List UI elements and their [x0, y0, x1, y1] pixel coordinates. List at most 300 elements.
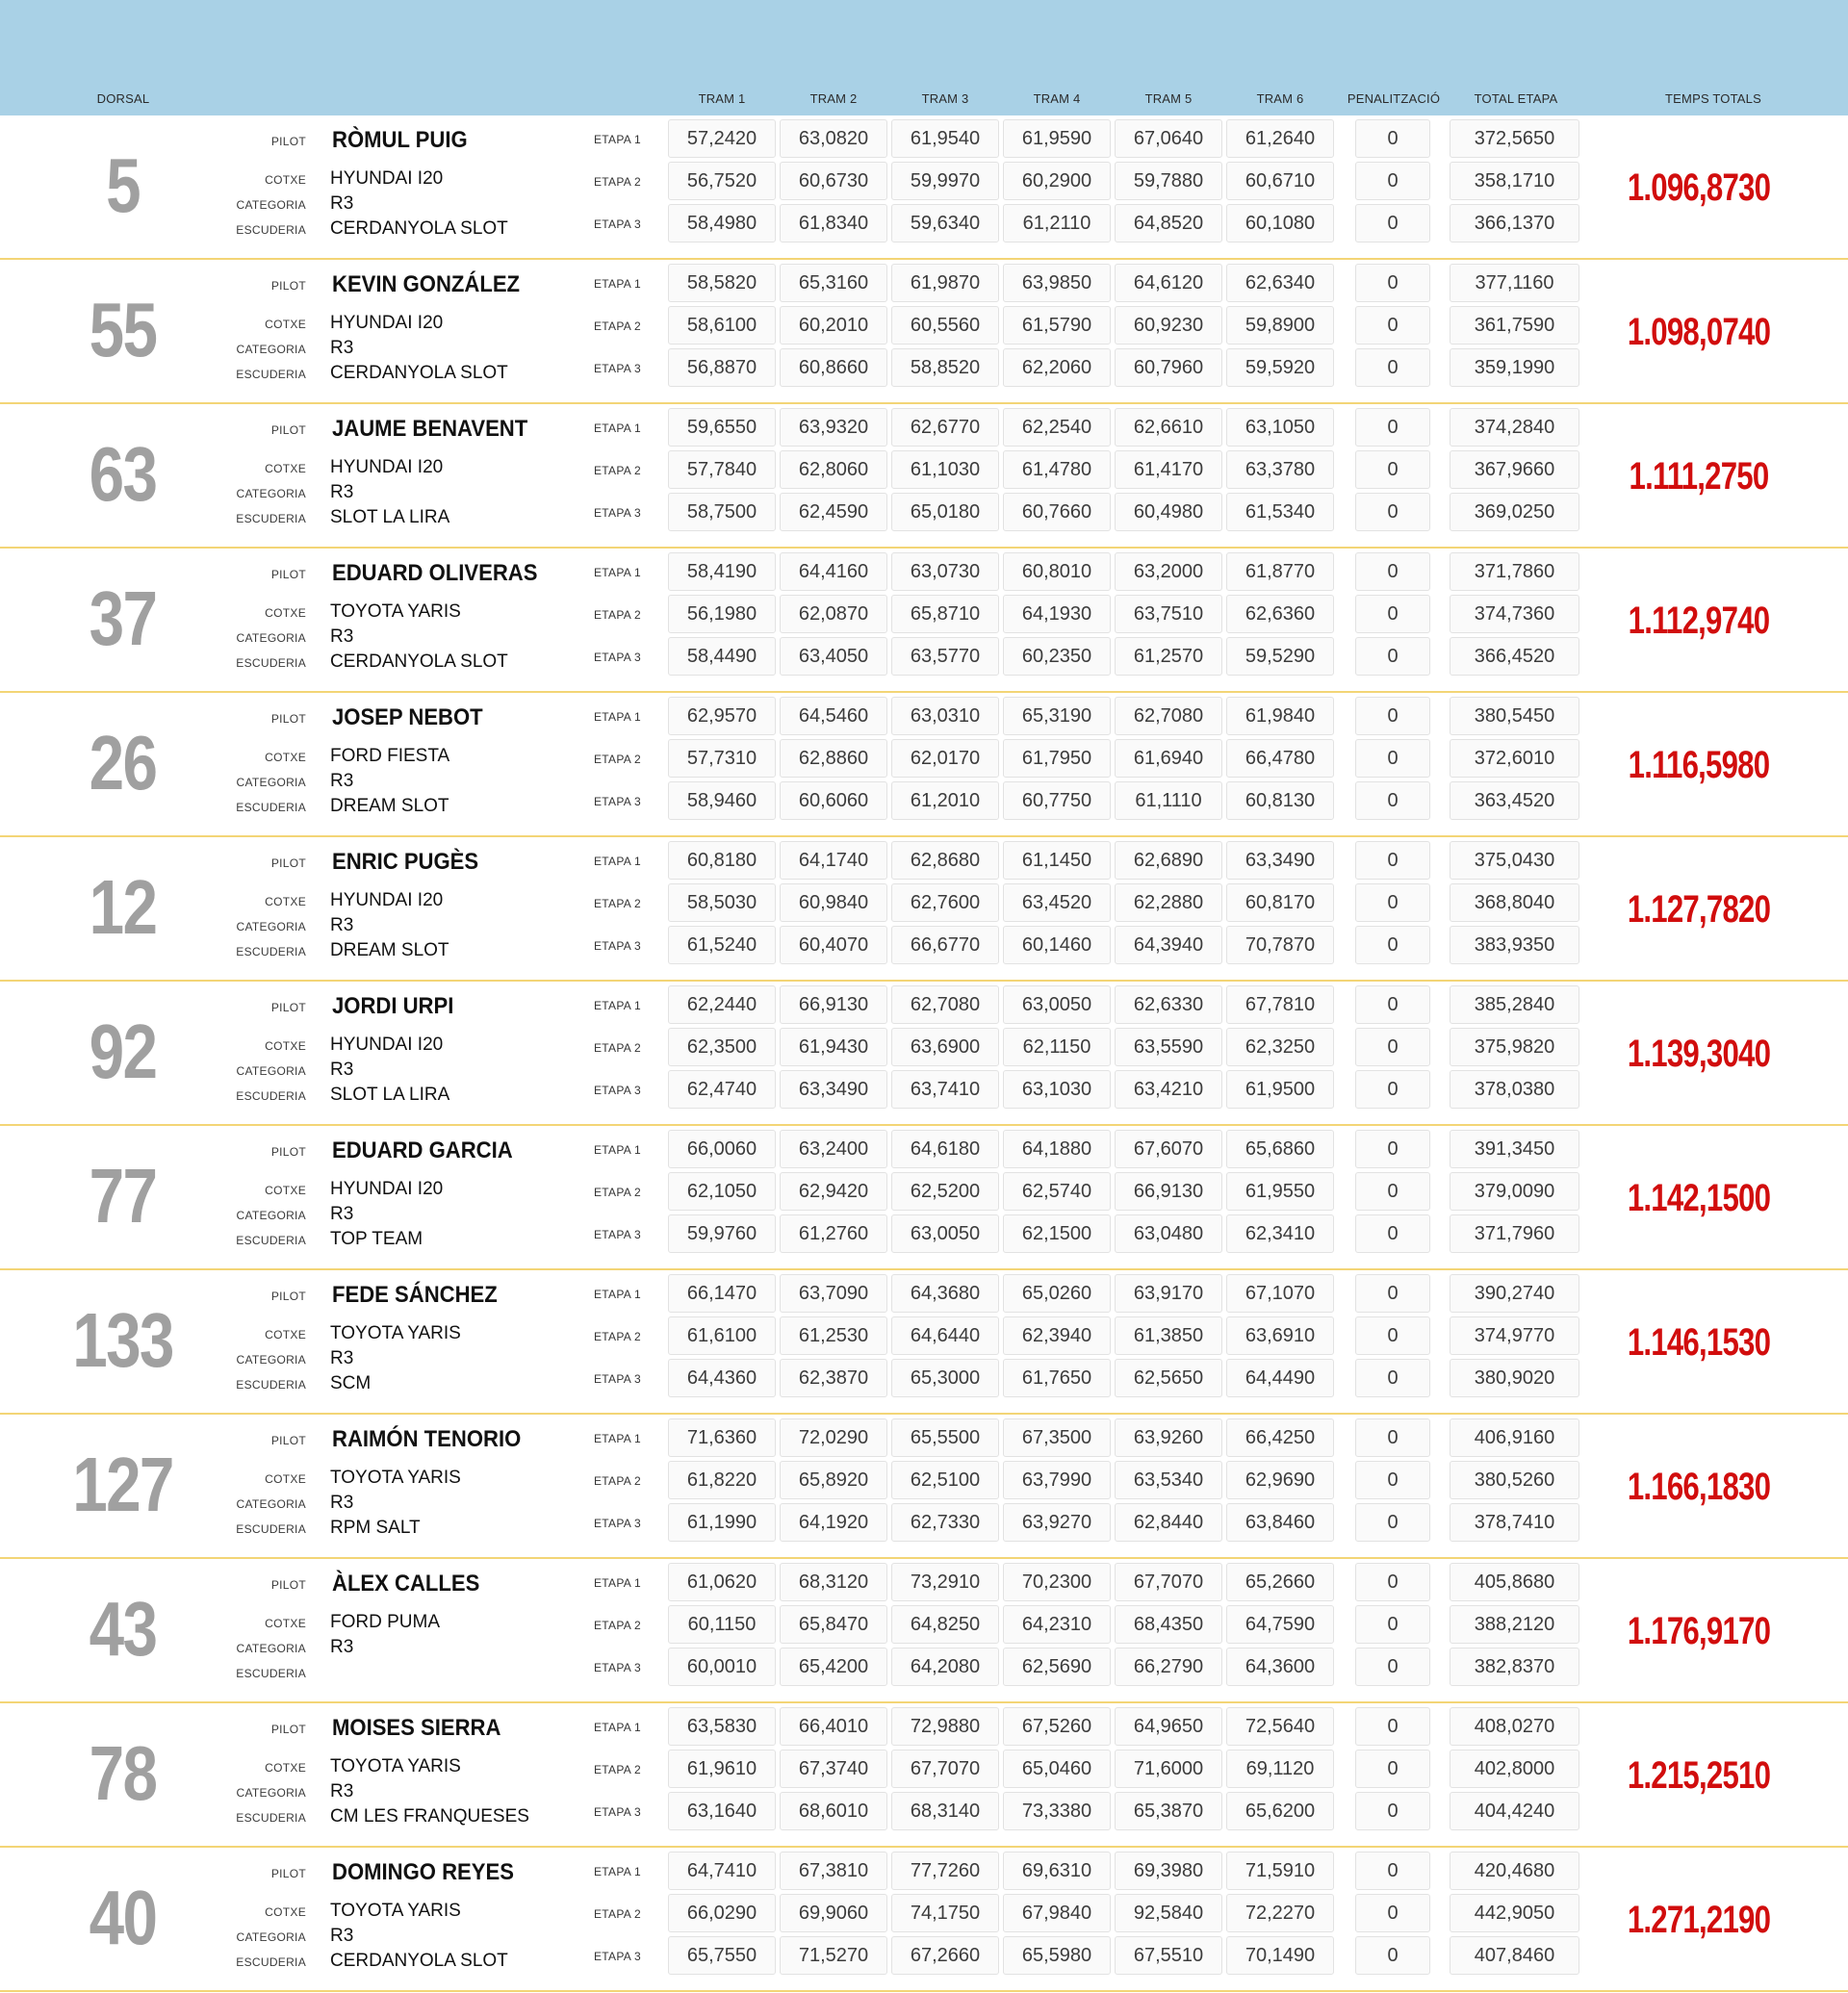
result-entry	[0, 1559, 1848, 1703]
stage-total-cell: 367,9660	[1450, 450, 1579, 489]
tram-time-cell: 60,9230	[1115, 306, 1222, 345]
tram-time-cell: 64,1920	[780, 1503, 887, 1542]
cotxe-label: COTXE	[265, 1905, 306, 1919]
escuderia-label: ESCUDERIA	[236, 801, 306, 814]
tram-time-cell: 64,7590	[1226, 1605, 1334, 1644]
tram-time-cell: 65,3000	[891, 1359, 999, 1397]
cotxe-label: COTXE	[265, 462, 306, 475]
tram-time-cell: 65,3870	[1115, 1792, 1222, 1830]
tram-time-cell: 64,6440	[891, 1316, 999, 1355]
tram-time-cell: 63,7410	[891, 1070, 999, 1109]
tram-time-cell: 66,0290	[668, 1894, 776, 1932]
etapa-label: ETAPA 1	[594, 422, 642, 435]
dorsal-number: 12	[89, 864, 157, 950]
tram-time-cell: 62,8440	[1115, 1503, 1222, 1542]
tram-time-cell: 62,6360	[1226, 595, 1334, 633]
tram-time-cell: 61,9870	[891, 264, 999, 302]
etapa-label: ETAPA 3	[594, 1950, 642, 1963]
tram-time-cell: 71,6360	[668, 1418, 776, 1457]
tram-time-cell: 65,8920	[780, 1461, 887, 1499]
tram-time-cell: 65,5980	[1003, 1936, 1111, 1975]
tram-time-cell: 60,5560	[891, 306, 999, 345]
tram-time-cell: 61,9840	[1226, 697, 1334, 735]
tram-time-cell: 64,3940	[1115, 926, 1222, 964]
etapa-label: ETAPA 2	[594, 1619, 642, 1632]
penalty-cell: 0	[1355, 1894, 1430, 1932]
tram-time-cell: 68,4350	[1115, 1605, 1222, 1644]
tram-time-cell: 63,0480	[1115, 1214, 1222, 1253]
result-entry	[0, 837, 1848, 982]
categoria-label: CATEGORIA	[236, 198, 306, 212]
etapa-label: ETAPA 1	[594, 133, 642, 146]
tram-time-cell: 67,3810	[780, 1852, 887, 1890]
penalty-cell: 0	[1355, 781, 1430, 820]
tram-time-cell: 64,4490	[1226, 1359, 1334, 1397]
pilot-label: PILOT	[270, 135, 306, 148]
result-entry	[0, 982, 1848, 1126]
categoria-value: R3	[330, 915, 354, 935]
tram-time-cell: 66,4010	[780, 1707, 887, 1746]
tram-time-cell: 61,8340	[780, 204, 887, 243]
stage-total-cell: 388,2120	[1450, 1605, 1579, 1644]
penalty-cell: 0	[1355, 264, 1430, 302]
categoria-value: R3	[330, 1637, 354, 1657]
escuderia-value: CM LES FRANQUESES	[330, 1806, 529, 1827]
cotxe-label: COTXE	[265, 1472, 306, 1486]
tram-time-cell: 67,5510	[1115, 1936, 1222, 1975]
tram-time-cell: 64,3600	[1226, 1648, 1334, 1686]
stage-total-cell: 391,3450	[1450, 1130, 1579, 1168]
header-tram-4: TRAM 4	[1033, 91, 1081, 106]
tram-time-cell: 60,1080	[1226, 204, 1334, 243]
penalty-cell: 0	[1355, 1792, 1430, 1830]
stage-total-cell: 372,5650	[1450, 119, 1579, 158]
tram-time-cell: 62,1050	[668, 1172, 776, 1211]
tram-time-cell: 68,3140	[891, 1792, 999, 1830]
tram-time-cell: 59,5290	[1226, 637, 1334, 676]
stage-total-cell: 359,1990	[1450, 348, 1579, 387]
stage-total-cell: 371,7860	[1450, 552, 1579, 591]
tram-time-cell: 56,7520	[668, 162, 776, 200]
dorsal-number: 26	[89, 720, 157, 805]
tram-time-cell: 62,5200	[891, 1172, 999, 1211]
escuderia-value: SLOT LA LIRA	[330, 507, 450, 527]
tram-time-cell: 60,8170	[1226, 883, 1334, 922]
stage-total-cell: 361,7590	[1450, 306, 1579, 345]
pilot-label: PILOT	[270, 1723, 306, 1736]
categoria-value: R3	[330, 1060, 354, 1080]
tram-time-cell: 62,3870	[780, 1359, 887, 1397]
etapa-label: ETAPA 2	[594, 1763, 642, 1776]
tram-time-cell: 58,4190	[668, 552, 776, 591]
header-tram-6: TRAM 6	[1256, 91, 1304, 106]
penalty-cell: 0	[1355, 408, 1430, 447]
tram-time-cell: 63,1050	[1226, 408, 1334, 447]
tram-time-cell: 62,6890	[1115, 841, 1222, 880]
categoria-value: R3	[330, 1493, 354, 1513]
tram-time-cell: 61,1110	[1115, 781, 1222, 820]
cotxe-value: FORD FIESTA	[330, 746, 450, 766]
tram-time-cell: 60,1150	[668, 1605, 776, 1644]
cotxe-label: COTXE	[265, 318, 306, 331]
stage-total-cell: 366,1370	[1450, 204, 1579, 243]
tram-time-cell: 60,8180	[668, 841, 776, 880]
categoria-label: CATEGORIA	[236, 631, 306, 645]
etapa-label: ETAPA 1	[594, 1576, 642, 1590]
tram-time-cell: 61,5240	[668, 926, 776, 964]
tram-time-cell: 70,1490	[1226, 1936, 1334, 1975]
stage-total-cell: 375,9820	[1450, 1028, 1579, 1066]
penalty-cell: 0	[1355, 1130, 1430, 1168]
tram-time-cell: 61,8770	[1226, 552, 1334, 591]
total-time: 1.116,5980	[1628, 744, 1770, 786]
tram-time-cell: 60,8010	[1003, 552, 1111, 591]
tram-time-cell: 61,2640	[1226, 119, 1334, 158]
tram-time-cell: 58,8520	[891, 348, 999, 387]
tram-time-cell: 63,3780	[1226, 450, 1334, 489]
cotxe-value: TOYOTA YARIS	[330, 1468, 461, 1488]
escuderia-label: ESCUDERIA	[236, 512, 306, 525]
tram-time-cell: 61,5340	[1226, 493, 1334, 531]
escuderia-value: RPM SALT	[330, 1518, 421, 1538]
etapa-label: ETAPA 3	[594, 1517, 642, 1530]
stage-total-cell: 375,0430	[1450, 841, 1579, 880]
tram-time-cell: 69,3980	[1115, 1852, 1222, 1890]
total-time: 1.142,1500	[1627, 1177, 1771, 1219]
penalty-cell: 0	[1355, 1605, 1430, 1644]
tram-time-cell: 61,0620	[668, 1563, 776, 1601]
escuderia-value: SLOT LA LIRA	[330, 1085, 450, 1105]
tram-time-cell: 62,7600	[891, 883, 999, 922]
tram-time-cell: 61,1990	[668, 1503, 776, 1542]
tram-time-cell: 65,5500	[891, 1418, 999, 1457]
escuderia-label: ESCUDERIA	[236, 1089, 306, 1103]
tram-time-cell: 68,3120	[780, 1563, 887, 1601]
tram-time-cell: 62,7330	[891, 1503, 999, 1542]
tram-time-cell: 61,2530	[780, 1316, 887, 1355]
pilot-name: JORDI URPI	[332, 993, 454, 1019]
cotxe-label: COTXE	[265, 751, 306, 764]
penalty-cell: 0	[1355, 883, 1430, 922]
tram-time-cell: 58,6100	[668, 306, 776, 345]
tram-time-cell: 67,7070	[891, 1750, 999, 1788]
result-entry	[0, 260, 1848, 404]
pilot-name: KEVIN GONZÁLEZ	[332, 271, 521, 297]
pilot-name: FEDE SÁNCHEZ	[332, 1282, 498, 1308]
tram-time-cell: 62,7080	[891, 985, 999, 1024]
tram-time-cell: 64,6120	[1115, 264, 1222, 302]
tram-time-cell: 63,9260	[1115, 1418, 1222, 1457]
tram-time-cell: 63,7990	[1003, 1461, 1111, 1499]
categoria-label: CATEGORIA	[236, 1209, 306, 1222]
tram-time-cell: 61,5790	[1003, 306, 1111, 345]
tram-time-cell: 62,2440	[668, 985, 776, 1024]
tram-time-cell: 62,4590	[780, 493, 887, 531]
stage-total-cell: 420,4680	[1450, 1852, 1579, 1890]
penalty-cell: 0	[1355, 841, 1430, 880]
tram-time-cell: 63,4210	[1115, 1070, 1222, 1109]
tram-time-cell: 59,8900	[1226, 306, 1334, 345]
tram-time-cell: 65,0460	[1003, 1750, 1111, 1788]
tram-time-cell: 66,9130	[1115, 1172, 1222, 1211]
etapa-label: ETAPA 1	[594, 1288, 642, 1301]
tram-time-cell: 58,4490	[668, 637, 776, 676]
tram-time-cell: 62,5740	[1003, 1172, 1111, 1211]
penalty-cell: 0	[1355, 1503, 1430, 1542]
tram-time-cell: 61,1450	[1003, 841, 1111, 880]
cotxe-label: COTXE	[265, 1328, 306, 1341]
etapa-label: ETAPA 1	[594, 1432, 642, 1445]
tram-time-cell: 63,0050	[891, 1214, 999, 1253]
dorsal-number: 133	[72, 1297, 173, 1383]
tram-time-cell: 73,3380	[1003, 1792, 1111, 1830]
escuderia-label: ESCUDERIA	[236, 368, 306, 381]
tram-time-cell: 67,7070	[1115, 1563, 1222, 1601]
cotxe-value: TOYOTA YARIS	[330, 1323, 461, 1343]
tram-time-cell: 62,3250	[1226, 1028, 1334, 1066]
tram-time-cell: 62,0870	[780, 595, 887, 633]
penalty-cell: 0	[1355, 1936, 1430, 1975]
categoria-label: CATEGORIA	[236, 1930, 306, 1944]
total-time: 1.098,0740	[1627, 311, 1771, 353]
tram-time-cell: 60,2350	[1003, 637, 1111, 676]
escuderia-value: DREAM SLOT	[330, 940, 449, 960]
tram-time-cell: 67,0640	[1115, 119, 1222, 158]
etapa-label: ETAPA 2	[594, 897, 642, 910]
tram-time-cell: 59,9760	[668, 1214, 776, 1253]
tram-time-cell: 56,1980	[668, 595, 776, 633]
stage-total-cell: 371,7960	[1450, 1214, 1579, 1253]
categoria-value: R3	[330, 1781, 354, 1801]
cotxe-value: HYUNDAI I20	[330, 313, 444, 333]
escuderia-value: CERDANYOLA SLOT	[330, 363, 508, 383]
stage-total-cell: 374,9770	[1450, 1316, 1579, 1355]
tram-time-cell: 63,6910	[1226, 1316, 1334, 1355]
tram-time-cell: 62,4740	[668, 1070, 776, 1109]
etapa-label: ETAPA 2	[594, 1474, 642, 1488]
categoria-label: CATEGORIA	[236, 1064, 306, 1078]
tram-time-cell: 65,0260	[1003, 1274, 1111, 1313]
categoria-label: CATEGORIA	[236, 920, 306, 933]
penalty-cell: 0	[1355, 985, 1430, 1024]
tram-time-cell: 60,4070	[780, 926, 887, 964]
categoria-label: CATEGORIA	[236, 1497, 306, 1511]
penalty-cell: 0	[1355, 1172, 1430, 1211]
header-tram-2: TRAM 2	[809, 91, 858, 106]
tram-time-cell: 58,4980	[668, 204, 776, 243]
tram-time-cell: 61,7950	[1003, 739, 1111, 778]
result-entry	[0, 115, 1848, 260]
stage-total-cell: 383,9350	[1450, 926, 1579, 964]
cotxe-value: HYUNDAI I20	[330, 1179, 444, 1199]
total-time: 1.139,3040	[1627, 1033, 1771, 1075]
cotxe-label: COTXE	[265, 1039, 306, 1053]
tram-time-cell: 71,6000	[1115, 1750, 1222, 1788]
tram-time-cell: 59,6550	[668, 408, 776, 447]
table-header	[0, 0, 1848, 115]
tram-time-cell: 68,6010	[780, 1792, 887, 1830]
stage-total-cell: 380,5450	[1450, 697, 1579, 735]
tram-time-cell: 64,5460	[780, 697, 887, 735]
categoria-value: R3	[330, 1926, 354, 1946]
tram-time-cell: 61,9550	[1226, 1172, 1334, 1211]
cotxe-label: COTXE	[265, 173, 306, 187]
tram-time-cell: 62,6340	[1226, 264, 1334, 302]
tram-time-cell: 62,0170	[891, 739, 999, 778]
tram-time-cell: 67,5260	[1003, 1707, 1111, 1746]
penalty-cell: 0	[1355, 552, 1430, 591]
tram-time-cell: 66,1470	[668, 1274, 776, 1313]
tram-time-cell: 56,8870	[668, 348, 776, 387]
tram-time-cell: 69,6310	[1003, 1852, 1111, 1890]
tram-time-cell: 58,9460	[668, 781, 776, 820]
etapa-label: ETAPA 2	[594, 175, 642, 189]
etapa-label: ETAPA 3	[594, 651, 642, 664]
etapa-label: ETAPA 2	[594, 608, 642, 622]
penalty-cell: 0	[1355, 1418, 1430, 1457]
cotxe-value: HYUNDAI I20	[330, 457, 444, 477]
tram-time-cell: 61,6100	[668, 1316, 776, 1355]
tram-time-cell: 77,7260	[891, 1852, 999, 1890]
escuderia-value: SCM	[330, 1373, 372, 1393]
tram-time-cell: 62,5650	[1115, 1359, 1222, 1397]
result-entry	[0, 1270, 1848, 1415]
stage-total-cell: 369,0250	[1450, 493, 1579, 531]
categoria-value: R3	[330, 338, 354, 358]
dorsal-number: 127	[72, 1442, 173, 1527]
tram-time-cell: 63,5340	[1115, 1461, 1222, 1499]
tram-time-cell: 62,8680	[891, 841, 999, 880]
cotxe-value: TOYOTA YARIS	[330, 1901, 461, 1921]
result-entry	[0, 1415, 1848, 1559]
etapa-label: ETAPA 1	[594, 710, 642, 724]
penalty-cell: 0	[1355, 1274, 1430, 1313]
penalty-cell: 0	[1355, 119, 1430, 158]
result-entry	[0, 1848, 1848, 1992]
penalty-cell: 0	[1355, 1563, 1430, 1601]
tram-time-cell: 63,9320	[780, 408, 887, 447]
tram-time-cell: 61,9430	[780, 1028, 887, 1066]
tram-time-cell: 61,9540	[891, 119, 999, 158]
stage-total-cell: 380,5260	[1450, 1461, 1579, 1499]
tram-time-cell: 65,4200	[780, 1648, 887, 1686]
tram-time-cell: 66,4780	[1226, 739, 1334, 778]
escuderia-value: CERDANYOLA SLOT	[330, 218, 508, 239]
tram-time-cell: 62,1150	[1003, 1028, 1111, 1066]
etapa-label: ETAPA 1	[594, 1865, 642, 1878]
dorsal-number: 78	[89, 1730, 157, 1816]
tram-time-cell: 60,2010	[780, 306, 887, 345]
etapa-label: ETAPA 2	[594, 319, 642, 333]
tram-time-cell: 62,3500	[668, 1028, 776, 1066]
header-total-etapa: TOTAL ETAPA	[1474, 91, 1558, 106]
stage-total-cell: 382,8370	[1450, 1648, 1579, 1686]
result-entry	[0, 693, 1848, 837]
penalty-cell: 0	[1355, 1028, 1430, 1066]
categoria-value: R3	[330, 1348, 354, 1368]
tram-time-cell: 64,7410	[668, 1852, 776, 1890]
tram-time-cell: 62,8060	[780, 450, 887, 489]
categoria-label: CATEGORIA	[236, 776, 306, 789]
cotxe-value: HYUNDAI I20	[330, 890, 444, 910]
pilot-label: PILOT	[270, 856, 306, 870]
pilot-name: RAIMÓN TENORIO	[332, 1426, 522, 1452]
tram-time-cell: 60,7750	[1003, 781, 1111, 820]
tram-time-cell: 57,7840	[668, 450, 776, 489]
tram-time-cell: 60,2900	[1003, 162, 1111, 200]
tram-time-cell: 58,7500	[668, 493, 776, 531]
tram-time-cell: 63,7510	[1115, 595, 1222, 633]
tram-time-cell: 60,6730	[780, 162, 887, 200]
penalty-cell: 0	[1355, 1461, 1430, 1499]
tram-time-cell: 60,7660	[1003, 493, 1111, 531]
tram-time-cell: 72,9880	[891, 1707, 999, 1746]
tram-time-cell: 62,2880	[1115, 883, 1222, 922]
tram-time-cell: 66,4250	[1226, 1418, 1334, 1457]
tram-time-cell: 63,9270	[1003, 1503, 1111, 1542]
stage-total-cell: 408,0270	[1450, 1707, 1579, 1746]
stage-total-cell: 368,8040	[1450, 883, 1579, 922]
stage-total-cell: 442,9050	[1450, 1894, 1579, 1932]
escuderia-value: DREAM SLOT	[330, 796, 449, 816]
total-time: 1.271,2190	[1627, 1899, 1771, 1941]
categoria-value: R3	[330, 626, 354, 647]
tram-time-cell: 61,2570	[1115, 637, 1222, 676]
tram-time-cell: 62,3410	[1226, 1214, 1334, 1253]
tram-time-cell: 63,7090	[780, 1274, 887, 1313]
header-dorsal: DORSAL	[96, 91, 150, 106]
tram-time-cell: 60,7960	[1115, 348, 1222, 387]
pilot-name: EDUARD GARCIA	[332, 1137, 513, 1163]
tram-time-cell: 61,6940	[1115, 739, 1222, 778]
pilot-label: PILOT	[270, 568, 306, 581]
tram-time-cell: 57,7310	[668, 739, 776, 778]
tram-time-cell: 62,7080	[1115, 697, 1222, 735]
escuderia-label: ESCUDERIA	[236, 1522, 306, 1536]
header-tram-1: TRAM 1	[698, 91, 746, 106]
total-time: 1.146,1530	[1627, 1321, 1771, 1364]
cotxe-label: COTXE	[265, 1184, 306, 1197]
tram-time-cell: 61,9590	[1003, 119, 1111, 158]
penalty-cell: 0	[1355, 1707, 1430, 1746]
tram-time-cell: 63,1030	[1003, 1070, 1111, 1109]
tram-time-cell: 70,7870	[1226, 926, 1334, 964]
stage-total-cell: 358,1710	[1450, 162, 1579, 200]
etapa-label: ETAPA 1	[594, 566, 642, 579]
stage-total-cell: 406,9160	[1450, 1418, 1579, 1457]
penalty-cell: 0	[1355, 348, 1430, 387]
tram-time-cell: 60,0010	[668, 1648, 776, 1686]
tram-time-cell: 60,6710	[1226, 162, 1334, 200]
tram-time-cell: 63,9170	[1115, 1274, 1222, 1313]
tram-time-cell: 61,1030	[891, 450, 999, 489]
etapa-label: ETAPA 3	[594, 362, 642, 375]
tram-time-cell: 65,8470	[780, 1605, 887, 1644]
dorsal-number: 63	[89, 431, 157, 517]
stage-total-cell: 380,9020	[1450, 1359, 1579, 1397]
tram-time-cell: 67,7810	[1226, 985, 1334, 1024]
etapa-label: ETAPA 1	[594, 999, 642, 1012]
penalty-cell: 0	[1355, 739, 1430, 778]
tram-time-cell: 62,2540	[1003, 408, 1111, 447]
tram-time-cell: 65,7550	[668, 1936, 776, 1975]
tram-time-cell: 63,4050	[780, 637, 887, 676]
etapa-label: ETAPA 1	[594, 1143, 642, 1157]
tram-time-cell: 72,5640	[1226, 1707, 1334, 1746]
cotxe-label: COTXE	[265, 1761, 306, 1775]
tram-time-cell: 65,6860	[1226, 1130, 1334, 1168]
escuderia-label: ESCUDERIA	[236, 1955, 306, 1969]
